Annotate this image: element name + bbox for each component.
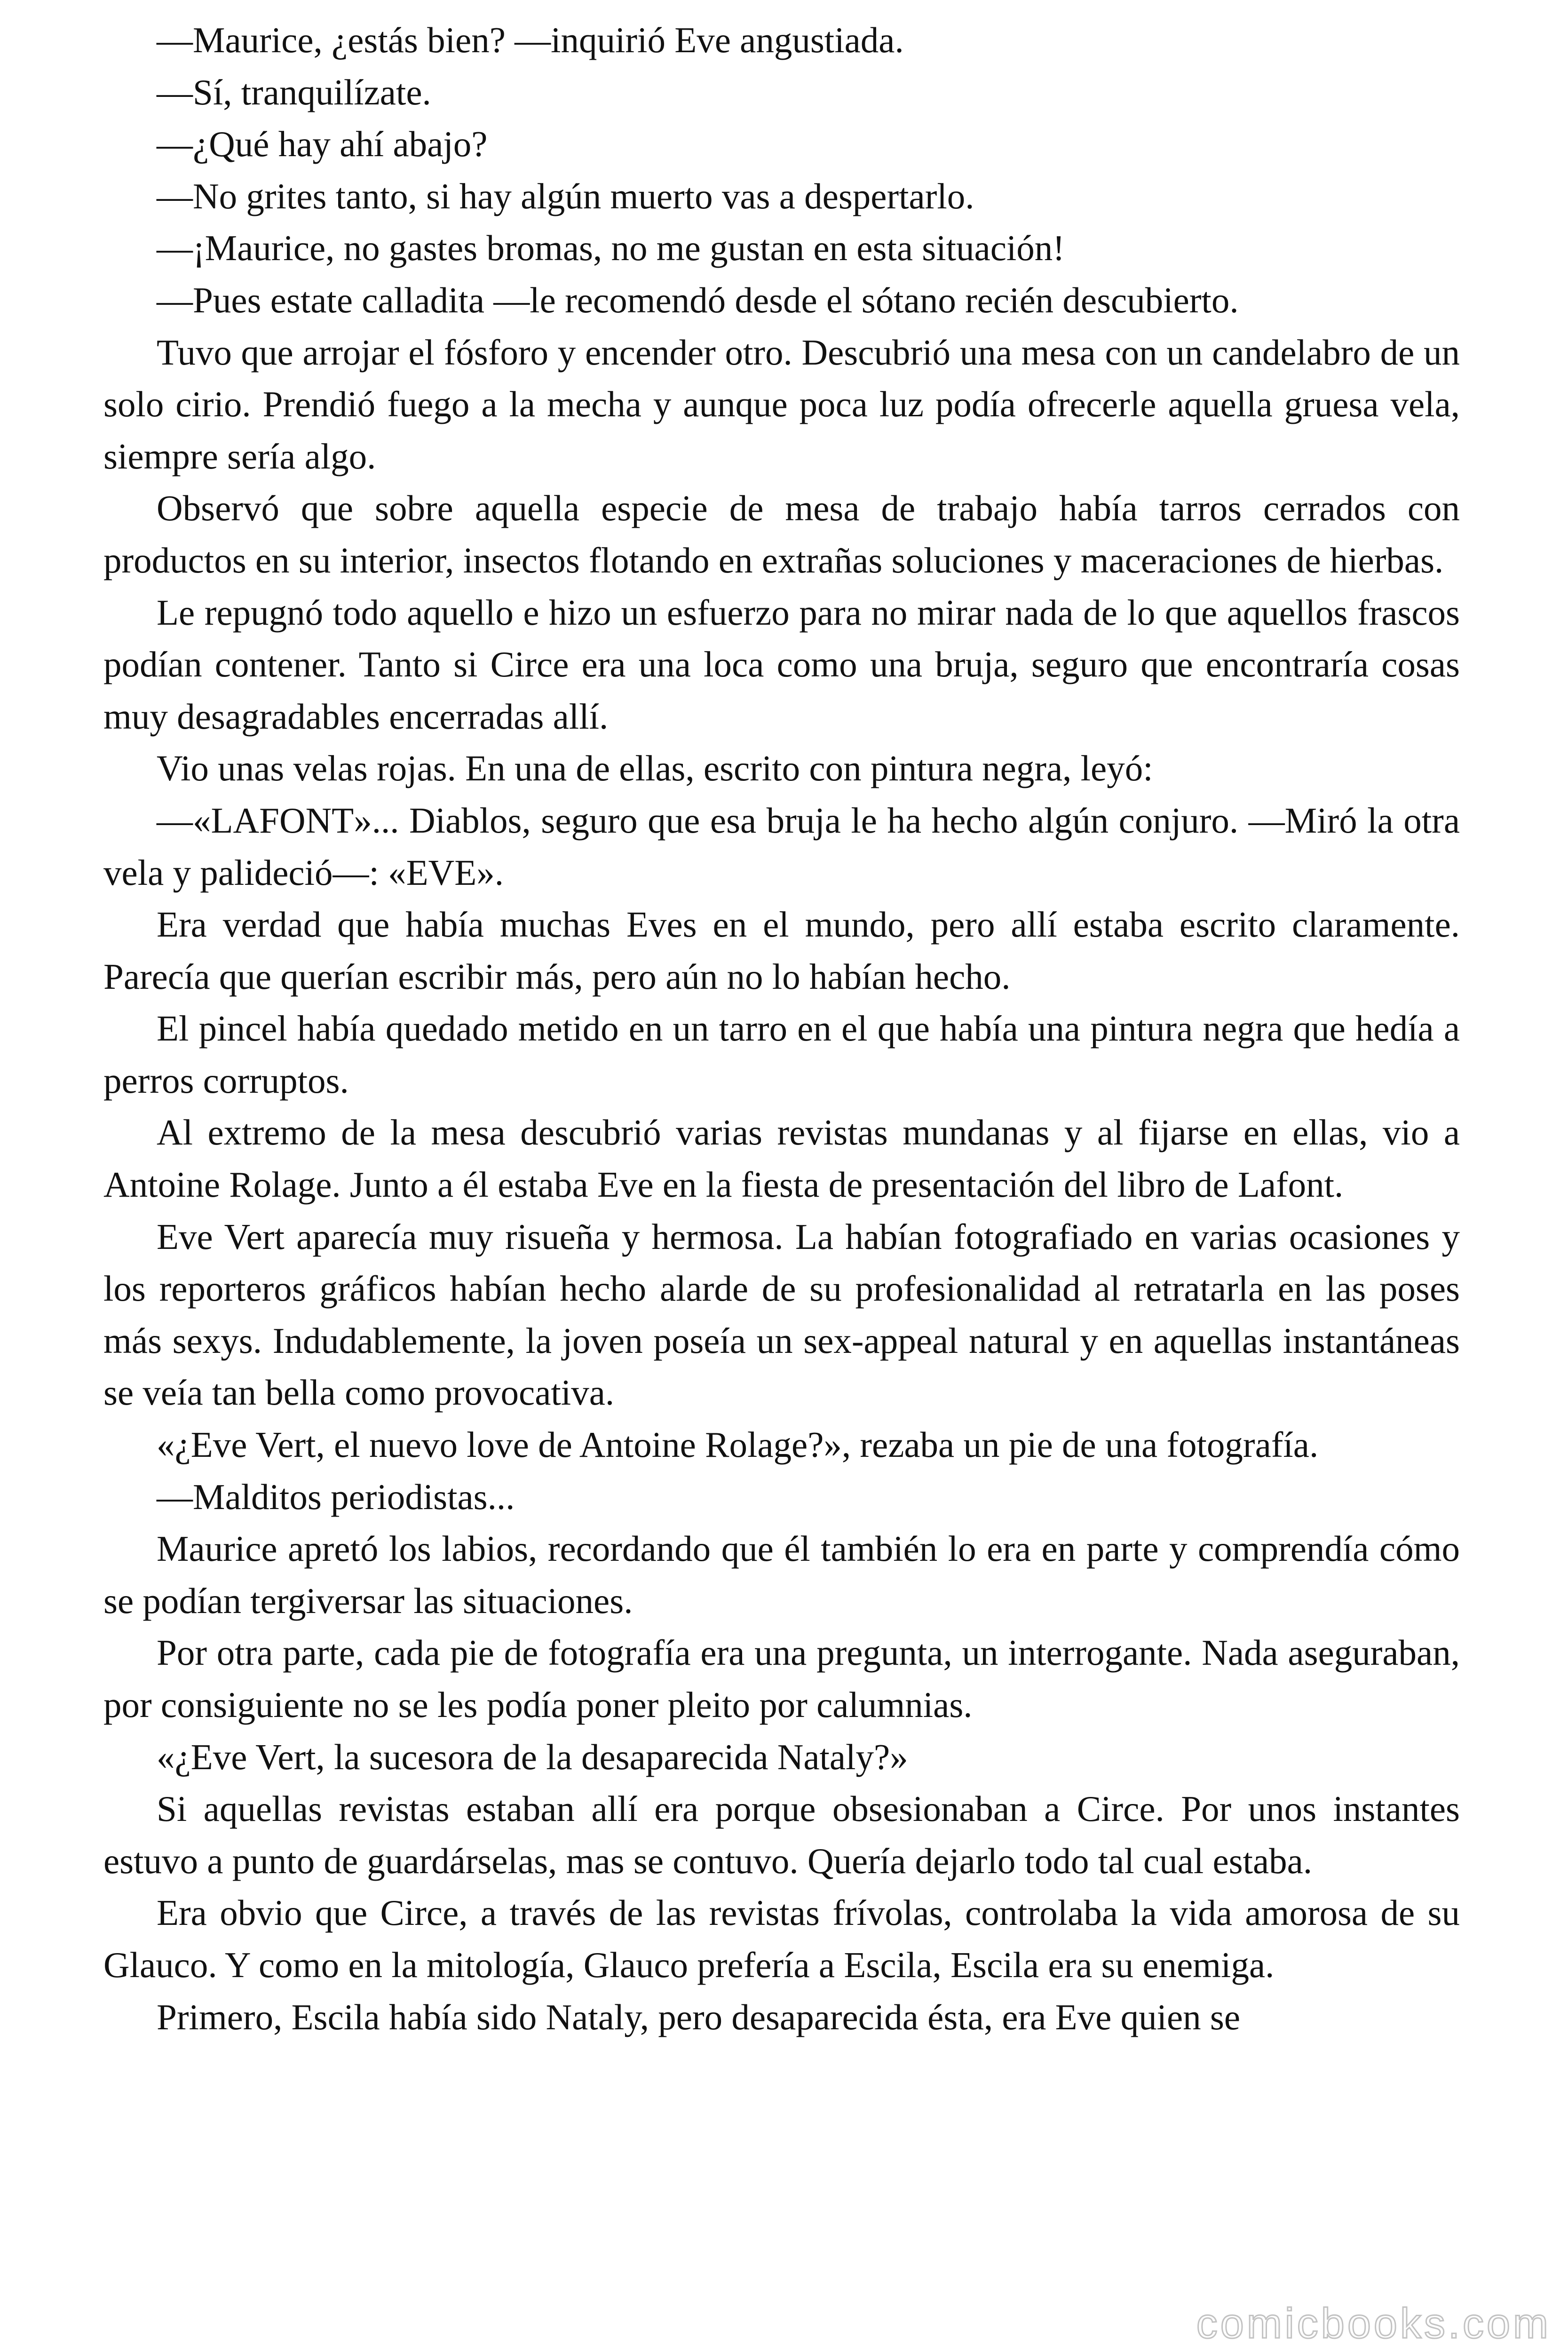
- paragraph: Primero, Escila había sido Nataly, pero desaparecida ésta, era Eve quien se: [157, 1996, 1241, 2037]
- paragraph: —No grites tanto, si hay algún muerto vas a despertarlo.: [157, 175, 974, 216]
- paragraph: Maurice apretó los labios, recordando que él también lo era en parte y comprendía cómo se podían tergiversar las situaciones.: [103, 1528, 1460, 1621]
- paragraph: —Maurice, ¿estás bien? —inquirió Eve angustiada.: [157, 20, 904, 60]
- paragraph: —¿Qué hay ahí abajo?: [157, 124, 488, 165]
- paragraph: —Sí, tranquilízate.: [157, 72, 431, 112]
- paragraph: Al extremo de la mesa descubrió varias revistas mundanas y al fijarse en ellas, vio a Antoine Rolage. Junto a él estaba Eve en la fiesta de presentación del libro de Lafont.: [103, 1112, 1460, 1205]
- paragraph: Era obvio que Circe, a través de las revistas frívolas, controlaba la vida amorosa de su Glauco. Y como en la mitología, Glauco prefería a Escila, Escila era su enemiga.: [103, 1892, 1460, 1985]
- paragraph: —Malditos periodistas...: [157, 1476, 515, 1517]
- paragraph: —«LAFONT»... Diablos, seguro que esa bruja le ha hecho algún conjuro. —Miró la otra vela y palideció—: «EVE».: [103, 800, 1460, 893]
- paragraph: Tuvo que arrojar el fósforo y encender otro. Descubrió una mesa con un candelabro de un solo cirio. Prendió fuego a la mecha y aunque poca luz podía ofrecerle aquella gruesa vela, siempre sería algo.: [103, 332, 1460, 477]
- page-body: [103, 14, 1460, 2319]
- paragraph: El pincel había quedado metido en un tarro en el que había una pintura negra que hedía a perros corruptos.: [103, 1008, 1460, 1101]
- paragraph: —¡Maurice, no gastes bromas, no me gustan en esta situación!: [157, 228, 1065, 269]
- paragraph: Le repugnó todo aquello e hizo un esfuerzo para no mirar nada de lo que aquellos frascos podían contener. Tanto si Circe era una loca como una bruja, seguro que encontraría cosas muy desagradables encerradas allí.: [103, 592, 1460, 737]
- watermark: comicbooks.com: [1196, 2300, 1551, 2347]
- paragraph: «¿Eve Vert, el nuevo love de Antoine Rolage?», rezaba un pie de una fotografía.: [157, 1424, 1319, 1465]
- paragraph: —Pues estate calladita —le recomendó desde el sótano recién descubierto.: [157, 279, 1239, 320]
- paragraph: Vio unas velas rojas. En una de ellas, escrito con pintura negra, leyó:: [157, 748, 1153, 789]
- paragraph: Por otra parte, cada pie de fotografía era una pregunta, un interrogante. Nada aseguraban, por consiguiente no se les podía poner pleito por calumnias.: [103, 1632, 1460, 1725]
- paragraph: Era verdad que había muchas Eves en el mundo, pero allí estaba escrito claramente. Parecía que querían escribir más, pero aún no lo habían hecho.: [103, 904, 1460, 997]
- paragraph: Si aquellas revistas estaban allí era porque obsesionaban a Circe. Por unos instantes estuvo a punto de guardárselas, mas se contuvo. Quería dejarlo todo tal cual estaba.: [103, 1788, 1460, 1881]
- paragraph: «¿Eve Vert, la sucesora de la desaparecida Nataly?»: [157, 1736, 908, 1777]
- paragraph: Eve Vert aparecía muy risueña y hermosa. La habían fotografiado en varias ocasiones y los reporteros gráficos habían hecho alarde de su profesionalidad al retratarla en las poses más sexys. Indudablemente, la joven poseía un sex-appeal natural y en aquellas instantáneas se veía tan bella como provocativa.: [103, 1216, 1460, 1413]
- paragraph: Observó que sobre aquella especie de mesa de trabajo había tarros cerrados con productos en su interior, insectos flotando en extrañas soluciones y maceraciones de hierbas.: [103, 488, 1460, 580]
